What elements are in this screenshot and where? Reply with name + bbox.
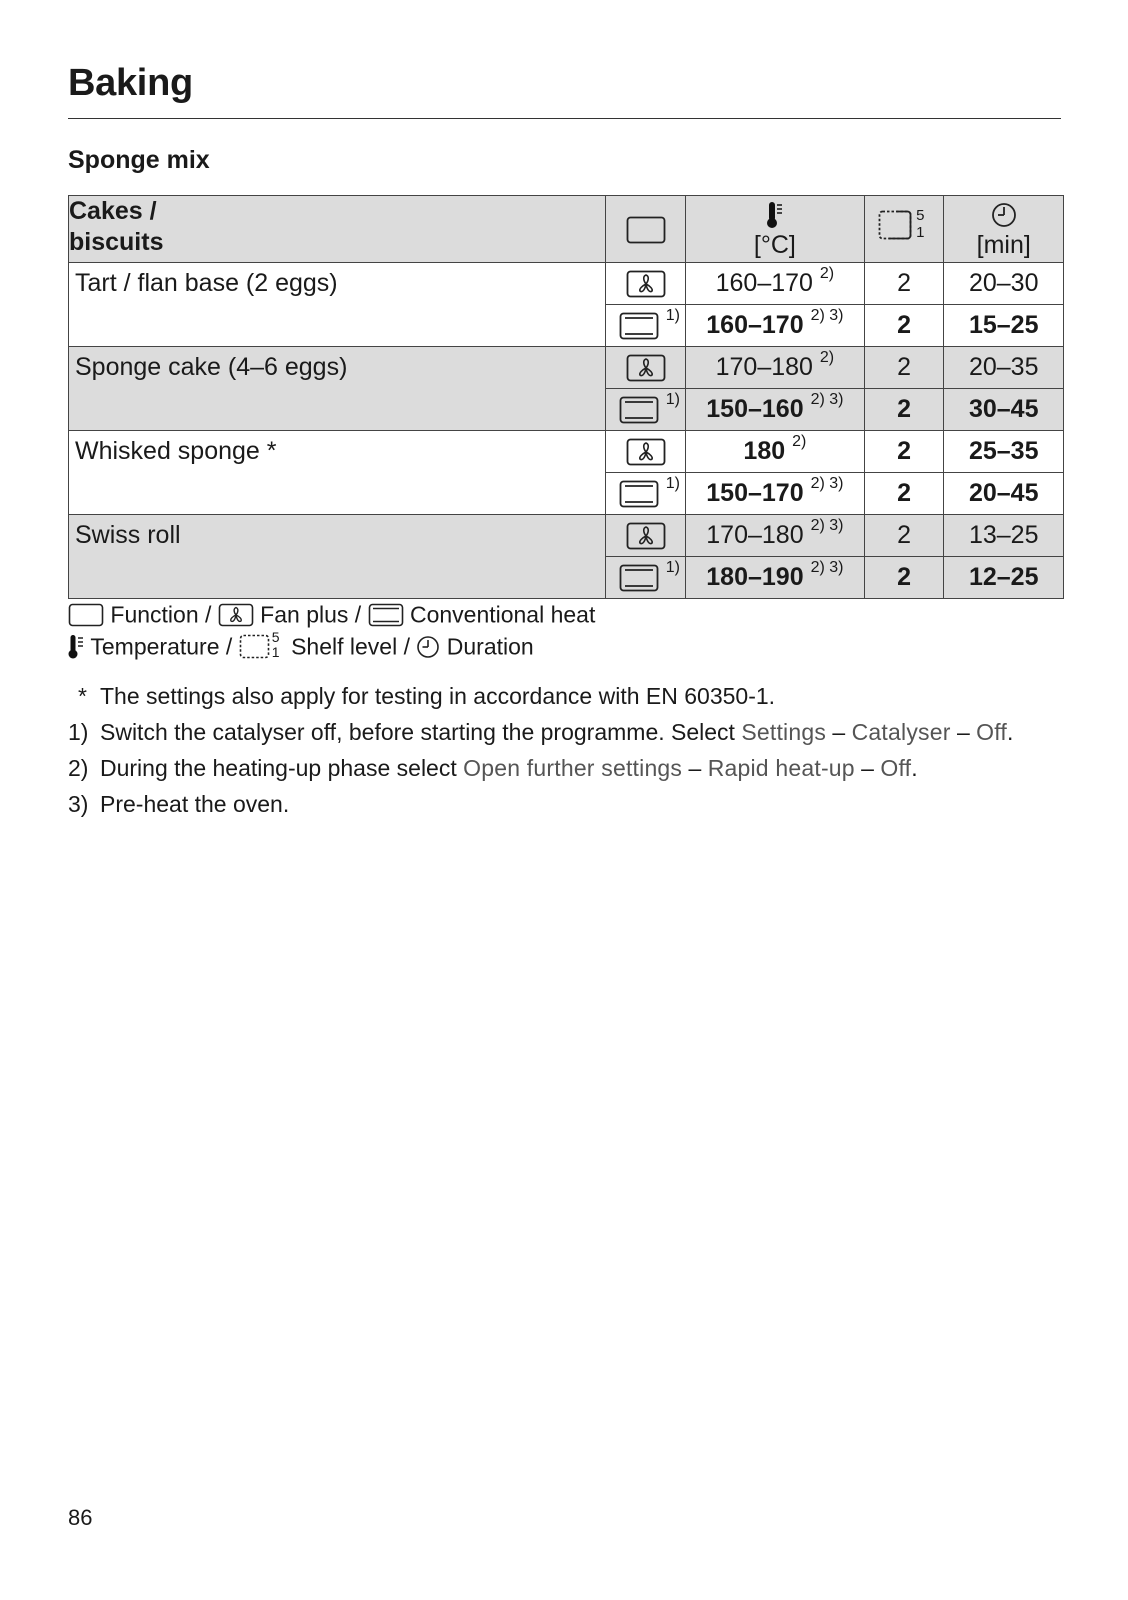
conventional-heat-cell xyxy=(606,557,686,599)
conventional-shelf: 2 xyxy=(864,557,944,599)
conventional-temperature: 150–170 $^{2) 3)}$ xyxy=(686,473,865,515)
table-row xyxy=(69,263,1064,305)
header-function-cell xyxy=(606,196,686,263)
footnote-text: Pre-heat the oven. xyxy=(100,791,290,817)
table-row xyxy=(69,515,1064,557)
fan-shelf: 2 xyxy=(864,263,944,305)
ui-term: Catalyser xyxy=(851,719,951,745)
recipe-name: Swiss roll xyxy=(69,515,606,599)
conventional-heat-icon xyxy=(619,312,659,340)
footnote-text: During the heating-up phase select xyxy=(100,755,464,781)
fan-plus-cell xyxy=(606,515,686,557)
legend-function: Function xyxy=(110,601,199,628)
fan-duration: 13–25 xyxy=(944,515,1064,557)
ui-term: Rapid heat-up xyxy=(707,755,855,781)
temperature-unit: [°C] xyxy=(753,231,796,259)
conventional-heat-icon xyxy=(619,480,659,508)
conventional-heat-cell xyxy=(606,473,686,515)
footnote-ref: 1) xyxy=(665,307,680,324)
fan-duration: 25–35 xyxy=(944,431,1064,473)
fan-plus-icon xyxy=(626,270,666,298)
footnote-star xyxy=(68,682,1058,710)
footnote-3 xyxy=(68,790,1058,818)
recipe-name: Sponge cake (4–6 eggs) xyxy=(69,347,606,431)
fan-plus-cell xyxy=(606,431,686,473)
header-name-line2: biscuits xyxy=(69,228,164,256)
conventional-heat-cell xyxy=(606,305,686,347)
header-duration-cell xyxy=(944,196,1064,263)
legend-duration: Duration xyxy=(446,633,534,660)
table-header-row xyxy=(69,196,1064,263)
fan-shelf: 2 xyxy=(864,431,944,473)
footnote-mark: * xyxy=(78,683,87,709)
recipe-name: Whisked sponge * xyxy=(69,431,606,515)
title-rule xyxy=(68,118,1061,119)
conventional-heat-cell xyxy=(606,389,686,431)
fan-shelf: 2 xyxy=(864,515,944,557)
table-row xyxy=(69,431,1064,473)
thermometer-icon xyxy=(766,201,784,229)
conventional-shelf: 2 xyxy=(864,473,944,515)
conventional-heat-icon xyxy=(368,603,404,627)
page-title: Baking xyxy=(68,62,193,104)
conventional-temperature: 180–190 $^{2) 3)}$ xyxy=(686,557,865,599)
fan-duration: 20–30 xyxy=(944,263,1064,305)
footnote-ref: 1) xyxy=(665,391,680,408)
ui-term: Open further settings xyxy=(463,755,683,781)
footnote-text: The settings also apply for testing in accordance with EN 60350-1. xyxy=(100,683,776,709)
conventional-duration: 15–25 xyxy=(944,305,1064,347)
legend-separator: / xyxy=(403,633,410,660)
footnote-text: Switch the catalyser off, before starting the programme. Select xyxy=(100,719,742,745)
recipe-name: Tart / flan base (2 eggs) xyxy=(69,263,606,347)
footnote-mark: 1) xyxy=(68,719,89,745)
duration-unit: [min] xyxy=(976,231,1031,259)
conventional-duration: 30–45 xyxy=(944,389,1064,431)
header-name-cell xyxy=(69,196,606,263)
conventional-temperature: 150–160 $^{2) 3)}$ xyxy=(686,389,865,431)
fan-plus-icon xyxy=(626,438,666,466)
legend-temperature: Temperature xyxy=(90,633,220,660)
fan-plus-cell xyxy=(606,347,686,389)
conventional-temperature: 160–170 $^{2) 3)}$ xyxy=(686,305,865,347)
fan-plus-icon xyxy=(626,522,666,550)
ui-term: Settings xyxy=(741,719,827,745)
fan-shelf: 2 xyxy=(864,347,944,389)
baking-table xyxy=(68,195,1064,599)
legend-separator: / xyxy=(205,601,212,628)
shelf-level-icon xyxy=(878,206,930,243)
shelf-level-icon xyxy=(239,628,285,661)
footnote-2: 2) During the heating-up phase select Open further settings – Rapid heat-up – Off. xyxy=(68,755,918,781)
header-temperature-cell xyxy=(686,196,865,263)
footnote-1: 1) Switch the catalyser off, before starting the programme. Select Settings – Catalyser – Off. xyxy=(68,719,1014,745)
fan-plus-icon xyxy=(626,354,666,382)
footnote-mark: 2) xyxy=(68,755,89,781)
legend-separator: / xyxy=(354,601,362,628)
conventional-heat-icon xyxy=(619,396,659,424)
conventional-shelf: 2 xyxy=(864,305,944,347)
header-name-line1: Cakes / xyxy=(69,197,157,225)
thermometer-icon xyxy=(68,634,84,660)
page-number: 86 xyxy=(68,1505,93,1530)
table-row xyxy=(69,347,1064,389)
legend-shelf: Shelf level xyxy=(291,633,398,660)
fan-plus-icon xyxy=(218,603,254,627)
fan-temperature: 170–180 $^{2) 3)}$ xyxy=(686,515,865,557)
legend-line-settings xyxy=(68,628,534,661)
ui-term: Off xyxy=(976,719,1008,745)
fan-plus-cell xyxy=(606,263,686,305)
footnote-ref: 1) xyxy=(665,559,680,576)
legend-line-functions xyxy=(68,600,595,628)
function-box-icon xyxy=(68,603,104,627)
section-title: Sponge mix xyxy=(68,146,210,174)
conventional-duration: 12–25 xyxy=(944,557,1064,599)
clock-icon xyxy=(416,635,440,659)
conventional-heat-icon xyxy=(619,564,659,592)
legend-shelf-bottom: 1 xyxy=(271,643,280,660)
ui-term: Off xyxy=(880,755,912,781)
conventional-duration: 20–45 xyxy=(944,473,1064,515)
clock-icon xyxy=(991,202,1017,228)
legend-fan-plus: Fan plus xyxy=(260,601,349,628)
fan-temperature: 170–180 $^{2)}$ xyxy=(686,347,865,389)
conventional-shelf: 2 xyxy=(864,389,944,431)
legend-shelf-top: 5 xyxy=(271,628,280,645)
legend-conventional: Conventional heat xyxy=(409,601,596,628)
header-shelf-cell xyxy=(864,196,944,263)
shelf-bottom-number: 1 xyxy=(916,223,925,241)
fan-temperature: 180 $^{2)}$ xyxy=(686,431,865,473)
footnote-ref: 1) xyxy=(665,475,680,492)
shelf-top-number: 5 xyxy=(916,206,925,224)
footnote-mark: 3) xyxy=(68,791,89,817)
fan-temperature: 160–170 $^{2)}$ xyxy=(686,263,865,305)
function-box-icon xyxy=(626,216,666,244)
legend-separator: / xyxy=(225,633,233,660)
fan-duration: 20–35 xyxy=(944,347,1064,389)
footnotes xyxy=(68,682,1058,826)
